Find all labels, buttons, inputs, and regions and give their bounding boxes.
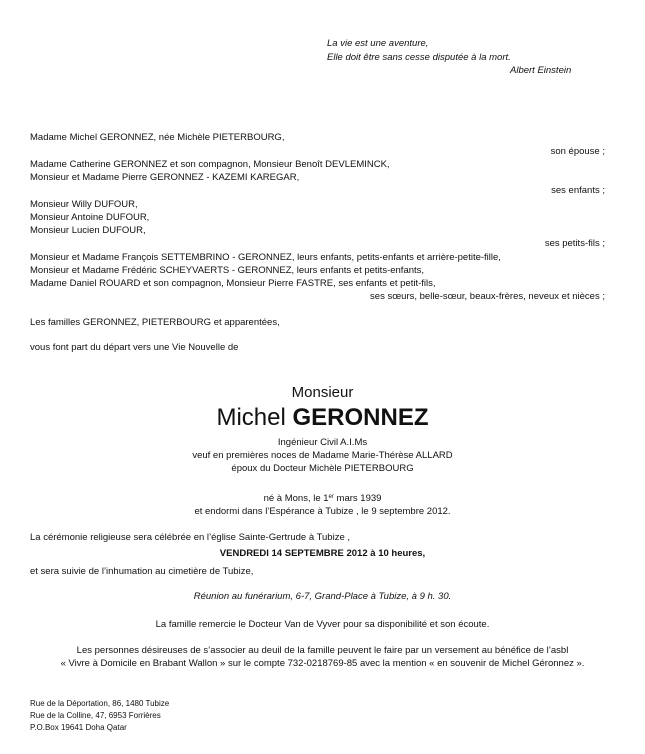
deceased-first-name: Michel [216,404,286,431]
birth-suffix: mars 1939 [333,493,382,504]
deceased-name [0,404,645,432]
epigraph-quote [327,37,572,76]
ceremony-date: VENDREDI 14 SEPTEMBRE 2012 à 10 heures, [219,548,426,559]
donation-line: « Vivre à Domicile en Brabant Wallon » sur le compte 732-0218769-85 avec la mention « en souvenir de Michel Géronnez ». [60,658,585,669]
deceased-last-name: GERONNEZ [292,404,429,431]
ceremony-followed: et sera suivie de l’inhumation au cimetière de Tubize, [30,566,254,577]
address-line: P.O.Box 19641 Doha Qatar [30,723,127,732]
quote-line: Elle doit être sans cesse disputée à la mort. [327,51,511,63]
husband-line: époux du Docteur Michèle PIETERBOURG [231,463,414,474]
address-line: Rue de la Déportation, 86, 1480 Tubize [30,699,170,708]
families-line: Les familles GERONNEZ, PIETERBOURG et apparentées, [30,317,280,328]
grandchildren-role: ses petits-fils ; [544,238,605,249]
grandchild-line: Monsieur Antoine DUFOUR, [30,212,150,223]
grandchild-line: Monsieur Willy DUFOUR, [30,199,138,210]
thanks-line: La famille remercie le Docteur Van de Vyver pour sa disponibilité et son écoute. [155,619,490,630]
birth-sup: er [328,494,334,500]
deceased-honorific: Monsieur [291,384,354,401]
children-line: Monsieur et Madame Pierre GERONNEZ - KAZEMI KAREGAR, [30,172,300,183]
spouse-line: Madame Michel GERONNEZ, née Michèle PIETERBOURG, [30,132,285,143]
ceremony-intro: La cérémonie religieuse sera célébrée en l’église Sainte-Gertrude à Tubize , [30,532,351,543]
donation-line: Les personnes désireuses de s’associer au deuil de la famille peuvent le faire par un versement au bénéfice de l’asbl [76,645,569,656]
deceased-title: Ingénieur Civil A.I.Ms [277,437,368,448]
birth-line [0,493,645,505]
children-line: Madame Catherine GERONNEZ et son compagnon, Monsieur Benoît DEVLEMINCK, [30,159,390,170]
sibling-line: Monsieur et Madame François SETTEMBRINO - GERONNEZ, leurs enfants, petits-enfants et arrière-petite-fille, [30,252,501,263]
death-line: et endormi dans l’Espérance à Tubize , le 9 septembre 2012. [194,506,451,517]
sibling-line: Monsieur et Madame Frédéric SCHEYVAERTS - GERONNEZ, leurs enfants et petits-enfants, [30,265,425,276]
quote-author: Albert Einstein [510,65,572,76]
sibling-line: Madame Daniel ROUARD et son compagnon, Monsieur Pierre FASTRE, ses enfants et petit-fils, [30,278,436,289]
siblings-role: ses sœurs, belle-sœur, beaux-frères, neveux et nièces ; [370,291,605,302]
children-role: ses enfants ; [551,185,605,196]
widower-line: veuf en premières noces de Madame Marie-Thérèse ALLARD [192,450,453,461]
gathering-line: Réunion au funérarium, 6-7, Grand-Place à Tubize, à 9 h. 30. [193,591,452,602]
announce-line: vous font part du départ vers une Vie Nouvelle de [30,342,239,353]
spouse-role: son épouse ; [550,146,605,157]
address-line: Rue de la Colline, 47, 6953 Forrières [30,711,161,720]
quote-line: La vie est une aventure, [327,38,429,49]
birth-prefix: né à Mons, le 1 [263,493,329,504]
grandchild-line: Monsieur Lucien DUFOUR, [30,225,146,236]
